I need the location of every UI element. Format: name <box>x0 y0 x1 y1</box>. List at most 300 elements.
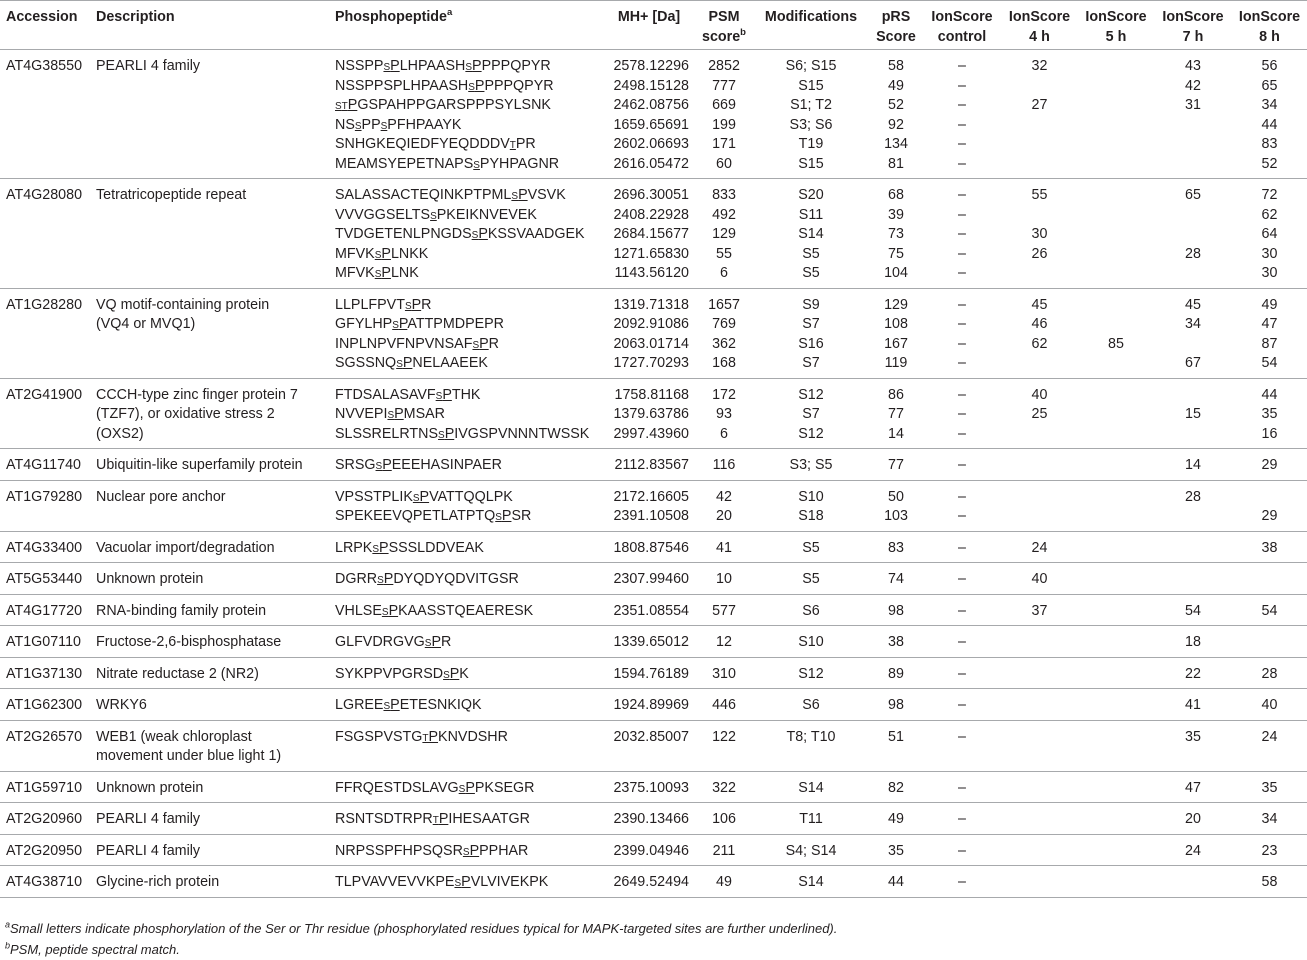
phosphopeptide-cell <box>329 657 603 689</box>
ionscore-8h-cell <box>1232 771 1307 803</box>
ionscore-5h-cell <box>1078 689 1154 721</box>
mh-value: 1808.87546 <box>613 539 689 556</box>
phosphopeptide-sequence: SRSGsPEEEHASINPAER <box>335 457 502 473</box>
phosphopeptide-cell <box>329 288 603 378</box>
ionscore-7h: 24 <box>1185 842 1201 859</box>
ionscore-8h-cell <box>1232 866 1307 898</box>
ionscore-8h: 44 <box>1261 116 1278 133</box>
ionscore-5h <box>1084 77 1148 97</box>
mh-value-cell <box>603 531 695 563</box>
ionscore-5h <box>1084 264 1148 284</box>
prs-score-cell <box>869 803 923 835</box>
phospho-residue: s <box>468 77 475 94</box>
ionscore-5h <box>1084 696 1148 716</box>
ionscore-8h-cell <box>1232 378 1307 449</box>
prs-score-cell <box>869 866 923 898</box>
prs-score: 167 <box>884 335 908 352</box>
ionscore-8h: 29 <box>1261 508 1278 524</box>
prs-score: 73 <box>888 226 904 242</box>
ionscore-4h-cell <box>1001 834 1078 866</box>
mh-value-cell <box>603 288 695 378</box>
ionscore-4h-cell <box>1001 480 1078 531</box>
ionscore-5h-cell <box>1078 449 1154 481</box>
phosphopeptide-sequence: LRPKsPSSSLDDVEAK <box>335 539 484 556</box>
modification-cell <box>753 531 869 563</box>
ionscore-8h: 54 <box>1261 355 1278 371</box>
ionscore-4h <box>1007 354 1072 374</box>
mh-value: 2390.13466 <box>613 811 689 827</box>
mapk-motif-residue: P <box>478 226 488 242</box>
ionscore-control-cell <box>923 378 1001 449</box>
description-cell <box>90 866 329 898</box>
accession-cell: AT1G28280 <box>0 288 90 378</box>
phosphopeptide-sequence: VHLSEsPKAASSTQEAERESK <box>335 602 534 619</box>
mh-value: 2391.10508 <box>613 508 689 524</box>
ionscore-5h-cell <box>1078 866 1154 898</box>
ionscore-8h: 28 <box>1261 665 1278 682</box>
ionscore-4h: 46 <box>1031 316 1048 332</box>
phosphopeptide-sequence: TVDGETENLPNGDSsPKSSVAADGEK <box>335 226 585 242</box>
psm-score-cell <box>695 594 753 626</box>
phospho-residue: s <box>392 316 399 332</box>
modification-cell <box>753 866 869 898</box>
table-row <box>0 50 1307 179</box>
modification: S1; T2 <box>790 97 832 113</box>
ionscore-5h <box>1084 602 1148 622</box>
ionscore-7h-cell <box>1154 449 1232 481</box>
ionscore-5h-cell <box>1078 378 1154 449</box>
psm-score: 362 <box>712 335 736 352</box>
accession-cell: AT2G26570 <box>0 720 90 771</box>
psm-score-cell <box>695 531 753 563</box>
prs-score: 58 <box>888 58 904 74</box>
accession-cell: AT4G11740 <box>0 449 90 481</box>
prs-score-cell <box>869 594 923 626</box>
modification: S14 <box>798 779 824 796</box>
ionscore-5h <box>1084 570 1148 590</box>
phosphopeptide-sequence: SYKPPVPGRSDsPK <box>335 665 469 682</box>
psm-score-cell <box>695 179 753 289</box>
description-cell <box>90 50 329 179</box>
phosphopeptide-sequence: DGRRsPDYQDYQDVITGSR <box>335 571 519 587</box>
ionscore-control: – <box>958 697 966 713</box>
modification: S7 <box>802 316 820 332</box>
ionscore-5h: 85 <box>1108 335 1124 352</box>
ionscore-7h <box>1160 135 1226 155</box>
ionscore-8h: 54 <box>1261 602 1278 619</box>
modification: S9 <box>802 296 820 313</box>
table-row <box>0 720 1307 771</box>
modification: T11 <box>799 811 823 827</box>
col-header-ionscore-5h: IonScore 5 h <box>1078 1 1154 50</box>
phosphopeptide-sequence: NSsPPsPFHPAAYK <box>335 116 462 133</box>
description-line: Unknown protein <box>96 571 204 587</box>
col-header-psm: PSM score$^b$ <box>695 1 753 50</box>
modification: S5 <box>802 539 820 556</box>
description-cell <box>90 288 329 378</box>
prs-score-cell <box>869 179 923 289</box>
mh-value-cell <box>603 378 695 449</box>
ionscore-control-cell <box>923 594 1001 626</box>
prs-score: 74 <box>888 571 904 587</box>
ionscore-4h <box>1007 264 1072 284</box>
ionscore-5h <box>1084 456 1148 476</box>
phosphopeptide-cell <box>329 834 603 866</box>
ionscore-8h-cell <box>1232 480 1307 531</box>
modification-cell <box>753 771 869 803</box>
accession-cell: AT4G38710 <box>0 866 90 898</box>
modification: T8; T10 <box>786 728 836 745</box>
accession-cell: AT2G20950 <box>0 834 90 866</box>
mh-value: 2696.30051 <box>613 187 689 203</box>
modification: S14 <box>798 874 824 890</box>
psm-score: 446 <box>712 697 736 713</box>
psm-score-cell <box>695 803 753 835</box>
ionscore-7h-cell <box>1154 834 1232 866</box>
ionscore-7h <box>1160 225 1226 245</box>
ionscore-5h <box>1084 135 1148 155</box>
ionscore-8h: 24 <box>1261 728 1278 745</box>
mapk-motif-residue: P <box>431 634 441 650</box>
ionscore-5h-cell <box>1078 834 1154 866</box>
ionscore-4h: 62 <box>1031 335 1048 352</box>
ionscore-4h <box>1007 425 1072 445</box>
ionscore-4h: 26 <box>1031 245 1048 262</box>
ionscore-control-cell <box>923 771 1001 803</box>
mh-value-cell <box>603 626 695 658</box>
ionscore-7h-cell <box>1154 626 1232 658</box>
ionscore-7h: 43 <box>1185 58 1201 74</box>
mh-value: 2997.43960 <box>613 425 689 442</box>
footnote-marker-a: a <box>447 7 453 19</box>
psm-score: 492 <box>712 206 736 223</box>
ionscore-control: – <box>958 187 966 203</box>
phosphopeptide-sequence: NSSPPsPLHPAASHsPPPPQPYR <box>335 58 551 74</box>
ionscore-5h <box>1084 96 1148 116</box>
description-line: Nitrate reductase 2 (NR2) <box>96 665 259 682</box>
ionscore-5h <box>1084 633 1148 653</box>
col-header-phosphopeptide: Phosphopeptide$^a$ <box>329 1 603 50</box>
mh-value-cell <box>603 50 695 179</box>
phospho-residue: s <box>412 488 420 505</box>
ionscore-8h-cell <box>1232 50 1307 179</box>
ionscore-8h: 38 <box>1261 539 1278 556</box>
description-line: Nuclear pore anchor <box>96 488 226 505</box>
ionscore-7h: 65 <box>1185 187 1201 203</box>
modification: S14 <box>798 226 824 242</box>
ionscore-8h: 87 <box>1261 335 1278 352</box>
psm-score: 60 <box>716 155 732 172</box>
mh-value-cell <box>603 689 695 721</box>
prs-score: 86 <box>888 386 904 403</box>
ionscore-4h-cell <box>1001 771 1078 803</box>
phospho-residue: s <box>430 206 437 223</box>
phosphopeptide-cell <box>329 771 603 803</box>
table-row <box>0 563 1307 595</box>
ionscore-7h: 67 <box>1185 355 1201 371</box>
ionscore-control-cell <box>923 50 1001 179</box>
modification-cell <box>753 803 869 835</box>
mh-value-cell <box>603 594 695 626</box>
accession-cell: AT4G33400 <box>0 531 90 563</box>
ionscore-7h: 14 <box>1185 457 1201 473</box>
prs-score: 98 <box>888 602 904 619</box>
table-row <box>0 378 1307 449</box>
col-header-modifications: Modifications <box>753 1 869 50</box>
ionscore-7h-cell <box>1154 866 1232 898</box>
ionscore-control: – <box>958 811 966 827</box>
ionscore-7h-cell <box>1154 689 1232 721</box>
ionscore-8h-cell <box>1232 834 1307 866</box>
psm-score-cell <box>695 626 753 658</box>
modification-cell <box>753 657 869 689</box>
table-row <box>0 626 1307 658</box>
modification: S12 <box>798 665 824 682</box>
ionscore-4h-cell <box>1001 866 1078 898</box>
description-cell <box>90 378 329 449</box>
phosphopeptide-cell <box>329 689 603 721</box>
phospho-residue: s <box>462 842 470 859</box>
mh-value: 2092.91086 <box>613 316 689 332</box>
ionscore-control: – <box>958 842 966 859</box>
ionscore-5h-cell <box>1078 50 1154 179</box>
modification: S11 <box>798 206 824 223</box>
description-cell <box>90 720 329 771</box>
ionscore-8h: 34 <box>1261 811 1278 827</box>
mh-value-cell <box>603 480 695 531</box>
prs-score-cell <box>869 657 923 689</box>
ionscore-5h-cell <box>1078 531 1154 563</box>
psm-score: 199 <box>712 116 736 133</box>
table-row <box>0 179 1307 289</box>
ionscore-7h <box>1160 507 1226 527</box>
phosphopeptide-sequence: SLSSRELRTNSsPIVGSPVNNNTWSSK <box>335 425 590 442</box>
psm-score-cell <box>695 834 753 866</box>
ionscore-7h <box>1160 155 1226 175</box>
accession-cell: AT1G07110 <box>0 626 90 658</box>
ionscore-4h-cell <box>1001 179 1078 289</box>
mh-value: 2307.99460 <box>613 571 689 587</box>
prs-score: 134 <box>884 136 908 152</box>
ionscore-control: – <box>958 136 966 152</box>
ionscore-7h-cell <box>1154 288 1232 378</box>
ionscore-8h: 64 <box>1261 226 1278 242</box>
prs-score: 49 <box>888 811 904 827</box>
ionscore-7h: 47 <box>1185 779 1201 796</box>
psm-score-cell <box>695 288 753 378</box>
ionscore-7h <box>1160 335 1226 355</box>
psm-score: 10 <box>716 571 732 587</box>
ionscore-8h: 83 <box>1261 136 1278 152</box>
mapk-motif-residue: P <box>379 539 389 556</box>
ionscore-5h <box>1084 507 1148 527</box>
prs-score-cell <box>869 563 923 595</box>
ionscore-7h: 20 <box>1185 811 1201 827</box>
ionscore-5h <box>1084 186 1148 206</box>
phospho-residue: s <box>438 425 445 442</box>
ionscore-8h <box>1238 633 1301 653</box>
mh-value-cell <box>603 803 695 835</box>
phosphopeptide-cell <box>329 449 603 481</box>
phospho-residue: s <box>458 779 466 796</box>
phospho-residue: t <box>422 728 429 745</box>
prs-score: 81 <box>888 155 904 172</box>
phosphopeptide-cell <box>329 179 603 289</box>
psm-score: 49 <box>716 874 732 890</box>
ionscore-control: – <box>958 425 966 442</box>
footnote-b: $^b$PSM, peptide spectral match. <box>5 940 180 957</box>
ionscore-control: – <box>958 155 966 172</box>
mapk-motif-residue: P <box>428 728 439 745</box>
psm-score: 1657 <box>708 296 740 313</box>
phosphopeptide-sequence: GFYLHPsPATTPMDPEPR <box>335 316 505 332</box>
mapk-motif-residue: P <box>394 406 404 422</box>
ionscore-control-cell <box>923 626 1001 658</box>
ionscore-7h: 28 <box>1185 245 1201 262</box>
mapk-motif-residue: P <box>419 488 430 505</box>
table-row <box>0 657 1307 689</box>
ionscore-5h <box>1084 155 1148 175</box>
phosphopeptide-cell <box>329 378 603 449</box>
phosphopeptide-sequence: FTDSALASAVFsPTHK <box>335 386 481 403</box>
mapk-motif-residue: P <box>390 58 400 74</box>
mapk-motif-residue: P <box>474 77 485 94</box>
accession-cell: AT2G20960 <box>0 803 90 835</box>
ionscore-control-cell <box>923 689 1001 721</box>
col-header-accession: Accession <box>0 1 90 50</box>
ionscore-7h-cell <box>1154 563 1232 595</box>
table-row <box>0 803 1307 835</box>
ionscore-4h <box>1007 873 1072 893</box>
ionscore-4h-cell <box>1001 378 1078 449</box>
ionscore-control-cell <box>923 449 1001 481</box>
phospho-residue: s <box>396 355 403 371</box>
phospho-residue: s <box>335 97 342 113</box>
description-line: VQ motif-containing protein <box>96 296 270 313</box>
ionscore-8h: 47 <box>1261 316 1278 332</box>
description-line: Vacuolar import/degradation <box>96 539 275 556</box>
phosphopeptide-sequence: stPGSPAHPPGARSPPPSYLSNK <box>335 97 551 113</box>
description-cell <box>90 480 329 531</box>
accession-cell: AT1G79280 <box>0 480 90 531</box>
psm-score: 769 <box>712 316 736 332</box>
ionscore-8h: 30 <box>1261 265 1278 281</box>
prs-score: 104 <box>884 265 908 281</box>
prs-score-cell <box>869 720 923 771</box>
ionscore-control: – <box>958 116 966 133</box>
mh-value: 2032.85007 <box>613 728 689 745</box>
psm-score: 2852 <box>708 58 740 74</box>
modification-cell <box>753 378 869 449</box>
prs-score: 35 <box>888 842 904 859</box>
mapk-motif-residue: P <box>501 508 512 524</box>
modification-cell <box>753 179 869 289</box>
description-cell <box>90 626 329 658</box>
ionscore-7h-cell <box>1154 50 1232 179</box>
ionscore-control: – <box>958 488 966 505</box>
prs-score: 14 <box>888 425 904 442</box>
prs-score-cell <box>869 626 923 658</box>
description-cell <box>90 657 329 689</box>
ionscore-5h <box>1084 488 1148 508</box>
ionscore-8h-cell <box>1232 689 1307 721</box>
description-line: Tetratricopeptide repeat <box>96 187 247 203</box>
mh-value: 1659.65691 <box>613 116 689 133</box>
prs-score: 68 <box>888 187 904 203</box>
mapk-motif-residue: P <box>444 425 455 442</box>
col-header-prs: pRS Score <box>869 1 923 50</box>
ionscore-7h <box>1160 386 1226 406</box>
phosphopeptide-sequence: MFVKsPLNKK <box>335 245 429 262</box>
phospho-residue: s <box>383 697 391 713</box>
prs-score: 51 <box>888 728 904 745</box>
ionscore-5h <box>1084 779 1148 799</box>
accession-cell: AT4G28080 <box>0 179 90 289</box>
psm-score-cell <box>695 378 753 449</box>
phospho-residue: t <box>341 97 348 113</box>
mh-value-cell <box>603 563 695 595</box>
phosphopeptide-sequence: LGREEsPETESNKIQK <box>335 697 482 713</box>
ionscore-7h <box>1160 264 1226 284</box>
mh-value: 1143.56120 <box>614 265 689 281</box>
ionscore-8h: 23 <box>1261 842 1278 859</box>
psm-score: 129 <box>712 226 736 242</box>
modification: S15 <box>798 77 824 94</box>
modification: S6 <box>802 697 820 713</box>
psm-score-cell <box>695 480 753 531</box>
accession-cell: AT2G41900 <box>0 378 90 449</box>
phosphopeptide-sequence: NRPSSPFHPSQSRsPPPHAR <box>335 842 529 859</box>
ionscore-control-cell <box>923 480 1001 531</box>
mh-value: 2616.05472 <box>613 155 689 172</box>
prs-score: 77 <box>888 457 904 473</box>
phosphopeptide-cell <box>329 50 603 179</box>
col-header-ionscore-7h: IonScore 7 h <box>1154 1 1232 50</box>
ionscore-8h-cell <box>1232 563 1307 595</box>
ionscore-4h <box>1007 779 1072 799</box>
phospho-residue: s <box>375 457 383 473</box>
mh-value: 2063.01714 <box>613 335 689 352</box>
table-row <box>0 449 1307 481</box>
modification: S5 <box>802 245 820 262</box>
modification: S5 <box>802 265 820 281</box>
ionscore-5h-cell <box>1078 594 1154 626</box>
phospho-residue: s <box>383 58 391 74</box>
phospho-residue: s <box>404 296 412 313</box>
phospho-residue: s <box>380 116 388 133</box>
ionscore-control: – <box>958 728 966 745</box>
description-line: (VQ4 or MVQ1) <box>96 316 196 332</box>
phospho-residue: s <box>354 116 362 133</box>
mapk-motif-residue: P <box>469 842 480 859</box>
ionscore-5h <box>1084 245 1148 265</box>
ionscore-7h <box>1160 570 1226 590</box>
mh-value: 2399.04946 <box>613 842 689 859</box>
prs-score: 75 <box>888 245 904 262</box>
table-row <box>0 531 1307 563</box>
ionscore-control: – <box>958 602 966 619</box>
phosphopeptide-cell <box>329 594 603 626</box>
phosphopeptide-cell <box>329 866 603 898</box>
ionscore-8h: 16 <box>1261 425 1278 442</box>
ionscore-control: – <box>958 508 966 524</box>
ionscore-4h <box>1007 456 1072 476</box>
phosphopeptide-sequence: SGSSNQsPNELAAEEK <box>335 355 488 371</box>
ionscore-7h-cell <box>1154 803 1232 835</box>
ionscore-8h: 35 <box>1261 779 1278 796</box>
psm-score: 93 <box>716 406 732 422</box>
table-row <box>0 594 1307 626</box>
